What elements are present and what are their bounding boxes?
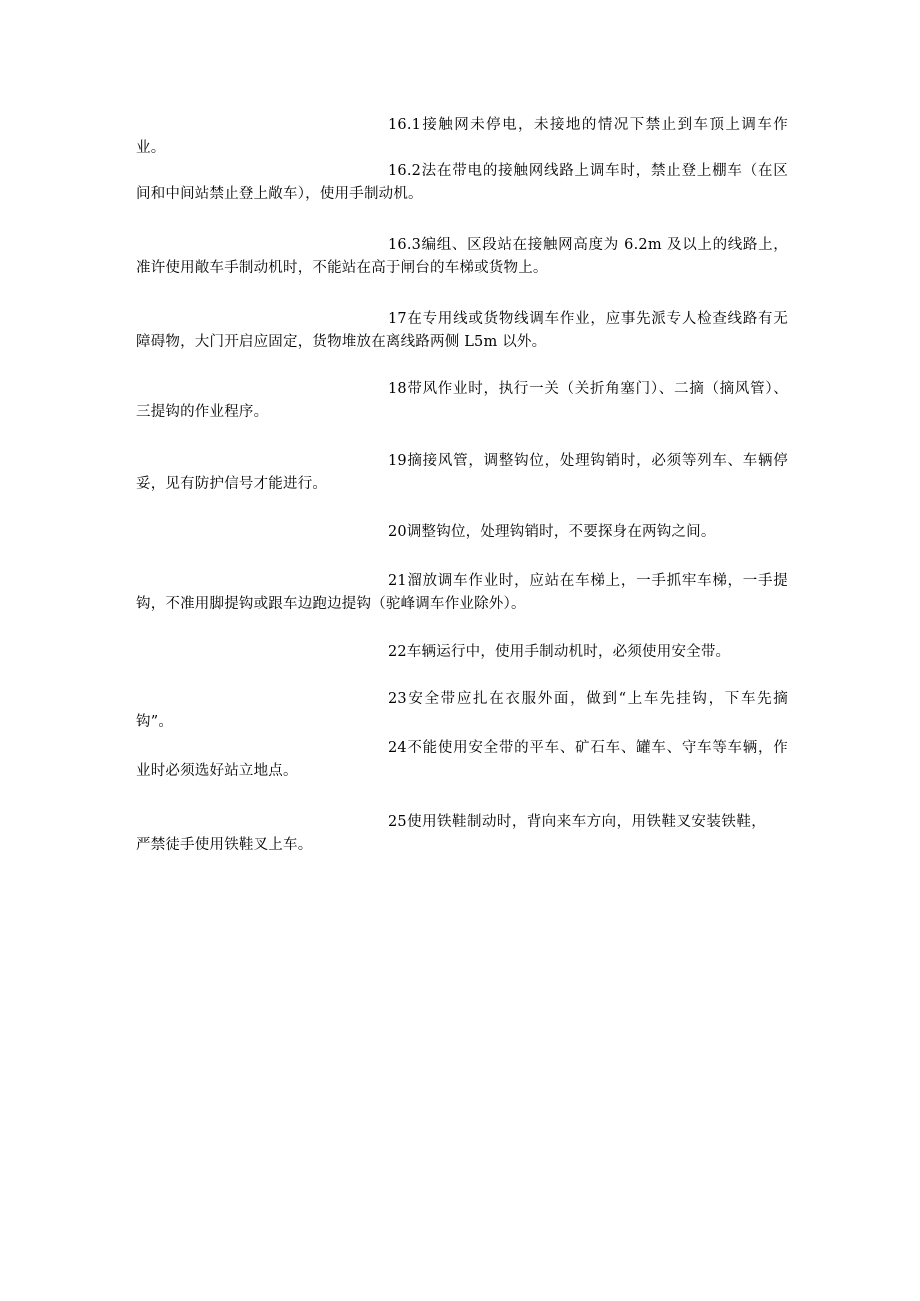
item-number: 22: [388, 644, 407, 660]
item-text: 编组、区段站在接触网高度为 6.2m 及以上的线路上，准许使用敞车手制动机时，不能站在高于闸台的车梯或货物上。: [136, 237, 788, 276]
paragraph-16-1: [136, 114, 788, 160]
paragraph-16-3: [136, 234, 788, 280]
paragraph-18: [136, 378, 788, 424]
item-number: 16.3: [388, 237, 422, 253]
paragraph-17: [136, 308, 788, 354]
item-text: 调整钩位，处理钩销时，不要探身在两钩之间。: [406, 524, 716, 540]
item-text: 车辆运行中，使用手制动机时，必须使用安全带。: [406, 644, 731, 660]
item-text: 使用铁鞋制动时，背向来车方向，用铁鞋叉安装铁鞋，严禁徒手使用铁鞋叉上车。: [136, 814, 766, 853]
item-number: 16.2: [388, 163, 422, 179]
paragraph-20: [136, 521, 788, 544]
item-text: 溜放调车作业时，应站在车梯上，一手抓牢车梯，一手提钩，不准用脚提钩或跟车边跑边提钩（驼峰调车作业除外）。: [136, 573, 788, 612]
item-number: 19: [388, 453, 407, 469]
paragraph-22: [136, 641, 788, 664]
item-number: 25: [388, 814, 407, 830]
item-text: 安全带应扎在衣服外面，做到“上车先挂钩，下车先摘钩”。: [136, 691, 788, 730]
paragraph-23: [136, 688, 788, 734]
item-number: 17: [388, 311, 407, 327]
item-text: 带风作业时，执行一关（关折角塞门）、二摘（摘风管）、三提钩的作业程序。: [136, 381, 788, 420]
paragraph-24: [136, 737, 788, 783]
paragraph-25: [136, 811, 766, 857]
item-text: 接触网未停电，未接地的情况下禁止到车顶上调车作业。: [136, 117, 788, 156]
item-text: 在专用线或货物线调车作业，应事先派专人检查线路有无障碍物，大门开启应固定，货物堆放在离线路两侧 L5m 以外。: [136, 311, 788, 350]
item-number: 24: [388, 740, 407, 756]
item-number: 23: [388, 691, 407, 707]
item-text: 不能使用安全带的平车、矿石车、罐车、守车等车辆，作业时必须选好站立地点。: [136, 740, 788, 779]
paragraph-16-2: [136, 160, 788, 206]
paragraph-21: [136, 570, 788, 616]
item-text: 摘接风管，调整钩位，处理钩销时，必须等列车、车辆停妥，见有防护信号才能进行。: [136, 453, 788, 492]
item-number: 16.1: [388, 117, 422, 133]
item-text: 法在带电的接触网线路上调车时，禁止登上棚车（在区间和中间站禁止登上敞车），使用手制动机。: [136, 163, 788, 202]
item-number: 18: [388, 381, 407, 397]
item-number: 20: [388, 524, 407, 540]
item-number: 21: [388, 573, 407, 589]
paragraph-19: [136, 450, 788, 496]
